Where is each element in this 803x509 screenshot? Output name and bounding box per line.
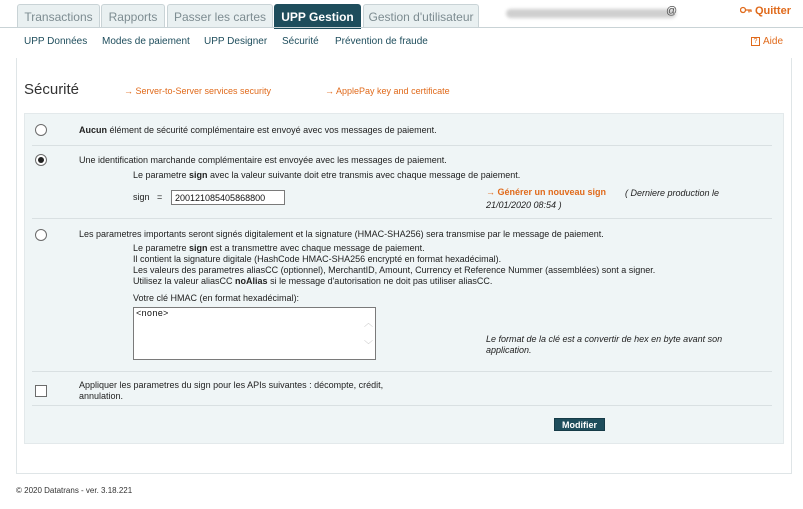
- subnav-upp-donnees[interactable]: UPP Données: [24, 36, 88, 47]
- subnav-modes-de-paiement[interactable]: Modes de paiement: [102, 36, 190, 47]
- hmac-description-line2: Il contient la signature digitale (HashCode HMAC-SHA256 encrypté en format hexadécimal).: [133, 254, 502, 264]
- key-icon: [740, 5, 752, 17]
- option-merchant-id-text: Une identification marchande complémentaire est envoyée avec les messages de paiement.: [79, 155, 447, 165]
- sign-label: sign: [133, 192, 150, 202]
- hmac-description-line1: Le parametre sign est a transmettre avec chaque message de paiement.: [133, 243, 425, 253]
- hmac-key-textarea[interactable]: [133, 307, 376, 360]
- tab-gestion-utilisateur[interactable]: Gestion d'utilisateur: [363, 4, 479, 28]
- subnav-upp-designer[interactable]: UPP Designer: [204, 36, 268, 47]
- hmac-description-line4: Utilisez la valeur aliasCC noAlias si le message d'autorisation ne doit pas utiliser aliasCC.: [133, 276, 493, 286]
- separator: [32, 371, 772, 372]
- modify-button[interactable]: Modifier: [554, 418, 605, 431]
- tab-transactions[interactable]: Transactions: [17, 4, 100, 28]
- generate-sign-link[interactable]: → Générer un nouveau sign: [486, 187, 607, 197]
- footer-version: © 2020 Datatrans - ver. 3.18.221: [16, 486, 133, 495]
- scroll-down-icon[interactable]: ﹀: [363, 340, 373, 350]
- scroll-up-icon[interactable]: ︿: [363, 318, 373, 328]
- radio-merchant-identification[interactable]: [35, 154, 47, 166]
- link-server-to-server-security[interactable]: → Server-to-Server services security: [124, 86, 272, 96]
- hmac-note-line2: application.: [486, 345, 532, 355]
- user-email-blurred: [506, 9, 676, 18]
- quit-link[interactable]: [740, 5, 791, 17]
- merchant-id-description: Le parametre sign avec la valeur suivante doit etre transmis avec chaque message de paiement.: [133, 170, 521, 180]
- tab-passer-les-cartes[interactable]: Passer les cartes: [167, 4, 273, 28]
- separator: [32, 145, 772, 146]
- quit-label: Quitter: [754, 5, 791, 17]
- hmac-note-line1: Le format de la clé est a convertir de hex en byte avant son: [486, 334, 723, 344]
- page-title: Sécurité: [24, 81, 80, 98]
- tab-divider: [0, 27, 803, 28]
- tab-upp-gestion[interactable]: UPP Gestion: [274, 4, 361, 29]
- help-icon: ?: [751, 37, 760, 46]
- last-generation-line2: 21/01/2020 08:54 ): [486, 200, 562, 210]
- separator: [32, 405, 772, 406]
- apply-apis-checkbox[interactable]: [35, 385, 47, 397]
- sign-input[interactable]: [171, 190, 285, 205]
- help-label: Aide: [763, 36, 784, 47]
- tab-rapports[interactable]: Rapports: [101, 4, 165, 28]
- hmac-key-label: Votre clé HMAC (en format hexadécimal):: [133, 293, 300, 303]
- help-link[interactable]: [751, 36, 783, 47]
- radio-hmac-signature[interactable]: [35, 229, 47, 241]
- subnav-securite[interactable]: Sécurité: [282, 36, 319, 47]
- link-applepay-key-certificate[interactable]: → ApplePay key and certificate: [325, 86, 450, 96]
- user-at-sign: @: [666, 5, 678, 17]
- hmac-description-line3: Les valeurs des parametres aliasCC (optionnel), MerchantID, Amount, Currency et Reference Nummer (assemblées) sont a signer.: [133, 265, 656, 275]
- subnav-prevention-de-fraude[interactable]: Prévention de fraude: [335, 36, 428, 47]
- apply-apis-line2: annulation.: [79, 391, 124, 401]
- last-generation-line1: ( Derniere production le: [625, 188, 720, 198]
- sign-equals: =: [157, 192, 163, 202]
- top-tab-bar: [0, 0, 803, 28]
- separator: [32, 218, 772, 219]
- option-none-text: Aucun élément de sécurité complémentaire est envoyé avec vos messages de paiement.: [79, 125, 437, 135]
- option-hmac-text: Les parametres importants seront signés digitalement et la signature (HMAC-SHA256) sera transmise par le message de paiement.: [79, 229, 604, 239]
- radio-no-security[interactable]: [35, 124, 47, 136]
- apply-apis-line1: Appliquer les parametres du sign pour les APIs suivantes : décompte, crédit,: [79, 380, 384, 390]
